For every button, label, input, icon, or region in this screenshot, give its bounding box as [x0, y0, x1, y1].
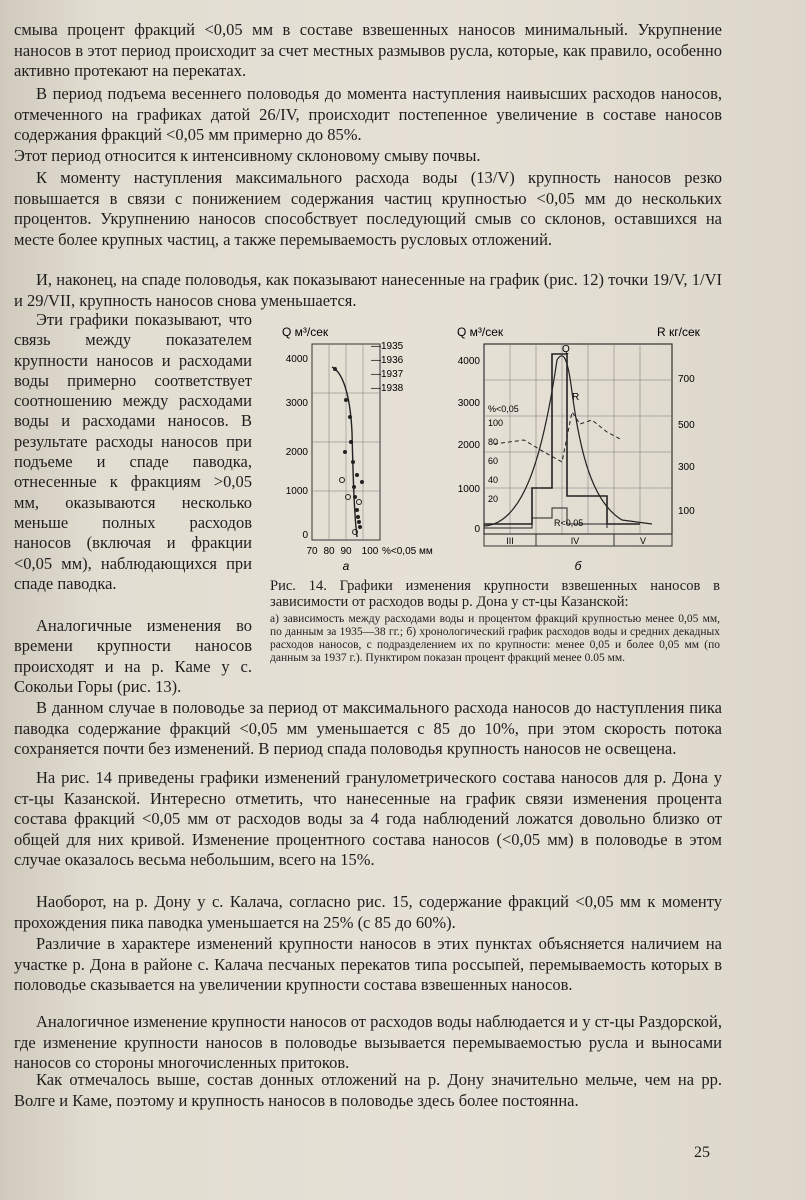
paragraph: смыва процент фракций <0,05 мм в составе взвешенных наносов минимальный. Укрупнение наносов в этот период происходит за счет местных размывов русла, которые, как правило, особенно активно протекают на перекатах.: [14, 20, 722, 80]
month-label: III: [506, 536, 514, 546]
panel-b-y-left-title: Q м³/сек: [457, 325, 504, 339]
y-right-tick: 300: [678, 462, 695, 473]
panel-a-chart: [282, 325, 433, 573]
left-column-paragraph: Аналогичные изменения во времени крупности наносов происходят и на р. Каме у с. Сокольи Горы (рис. 13).: [14, 616, 252, 696]
y-left-tick: 1000: [457, 484, 480, 495]
y-right-tick: 700: [678, 374, 695, 385]
y-tick: 1000: [285, 486, 308, 497]
y-left-tick: 0: [474, 524, 480, 535]
y-pct-tick: 80: [488, 437, 499, 447]
paragraph: Наоборот, на р. Дону у с. Калача, согласно рис. 15, содержание фракций <0,05 мм к моменту прохождения пика паводка уменьшается на 25% (с 85 до 60%).: [14, 892, 722, 932]
figure-caption: [270, 578, 720, 665]
y-right-tick: 500: [678, 420, 695, 431]
left-column-paragraph: Эти графики показывают, что связь между показателем крупности наносов и расходами воды примерно соответствует соотношению между расходами воды и расходами наносов. В результате расходы наносов при подъеме и спаде паводка, отнесенные к фракциям >0,05 мм, оказываются несколько меньше полных расходов наносов (включая и фракции <0,05 мм), наблюдающихся при спаде паводка.: [14, 310, 252, 593]
y-left-tick: 2000: [457, 440, 480, 451]
y-pct-tick: 100: [488, 418, 504, 428]
x-tick: 70: [306, 546, 318, 557]
curve-label-q: Q: [562, 344, 570, 355]
y-pct-tick: 40: [488, 475, 499, 485]
legend-1938: —1938: [371, 383, 404, 394]
legend-1935: —1935: [371, 341, 404, 352]
paragraph: Этот период относится к интенсивному склоновому смыву почвы.: [14, 146, 481, 165]
curve-label-r-fine: R<0,05: [554, 518, 584, 528]
y-left-tick: 4000: [457, 356, 480, 367]
panel-b-chart: [457, 325, 701, 573]
month-label: V: [639, 536, 647, 546]
caption-body: а) зависимость между расходами воды и процентом фракций крупностью менее 0,05 мм, по данным за 1935—38 гг.; б) хронологический график расходов воды и средних декадных расходов наносов, с подразделением их по крупности: менее 0,05 и более 0,05 мм (по данным за 1937 г.). Пунктиром показан процент фракций менее 0.05 мм.: [270, 613, 720, 664]
paragraph: Различие в характере изменений крупности наносов в этих пунктах объясняется наличием на участке р. Дона в районе с. Калача песчаных перекатов типа россыпей, перемываемость которых в половодье сказывается на увеличении крупности состава взвешенных наносов.: [14, 934, 722, 994]
paragraph: И, наконец, на спаде половодья, как показывают нанесенные на график (рис. 12) точки 19/V, 1/VI и 29/VII, крупность наносов снова уменьшается.: [14, 270, 722, 310]
month-label: IV: [570, 536, 580, 546]
panel-a-y-title: Q м³/сек: [282, 325, 329, 339]
paragraph: Как отмечалось выше, состав донных отложений на р. Дону значительно мельче, чем на рр. Волге и Каме, поэтому и крупность наносов в половодье здесь более постоянна.: [14, 1070, 722, 1110]
y-pct-tick: 20: [488, 494, 499, 504]
caption-title: Рис. 14. Графики изменения крупности взвешенных наносов в зависимости от расходов воды р. Дона у ст-цы Казанской:: [270, 578, 720, 610]
paragraph: В период подъема весеннего половодья до момента наступления наивысших расходов наносов, отмеченного на графиках датой 26/IV, происходит постепенное увеличение в составе наносов содержания фракций <0,05 мм примерно до 85%.: [14, 84, 722, 144]
y-pct-tick: 60: [488, 456, 499, 466]
panel-b-y-right-title: R кг/сек: [657, 325, 700, 339]
panel-b-label: б: [574, 559, 582, 573]
page-number: 25: [694, 1144, 710, 1161]
y-tick: 0: [302, 530, 308, 541]
paragraph: Аналогичное изменение крупности наносов от расходов воды наблюдается и у ст-цы Раздорской, где изменение крупности наносов в половодье вызывается перемываемостью русла и выносами наносов со стороны многочисленных притоков.: [14, 1012, 722, 1072]
y-right-tick: 100: [678, 506, 695, 517]
y-tick: 4000: [285, 354, 308, 365]
paragraph: К моменту наступления максимального расхода воды (13/V) крупность наносов резко повышается в связи с понижением содержания частиц крупностью <0,05 мм до нескольких процентов. Укрупнению наносов способствует последующий смыв со склонов, оставшихся на месте более крупных частиц, а также перемываемость русловых отложений.: [14, 168, 722, 249]
panel-a-label: а: [342, 559, 350, 573]
x-tick: 80: [323, 546, 335, 557]
y-left-tick: 3000: [457, 398, 480, 409]
pct-label: %<0,05: [488, 404, 519, 414]
y-tick: 2000: [285, 447, 308, 458]
x-tick: 90: [340, 546, 352, 557]
panel-a-x-title: %<0,05 мм: [382, 546, 433, 557]
curve-label-r: R: [572, 392, 580, 403]
legend-1936: —1936: [371, 355, 404, 366]
x-tick: 100: [361, 546, 379, 557]
paragraph: На рис. 14 приведены графики изменений гранулометрического состава наносов для р. Дона у ст-цы Казанской. Интересно отметить, что нанесенные на график связи изменения процента состава фракций <0,05 мм от расходов воды за 4 года наблюдений ложатся довольно близко от общей для них кривой. Изменение процентного состава наносов (<0,05 мм) в половодье в этом случае оказалось весьма небольшим, всего на 15%.: [14, 768, 722, 869]
legend-1937: —1937: [371, 369, 404, 380]
y-tick: 3000: [285, 398, 308, 409]
paragraph: В данном случае в половодье за период от максимального расхода наносов до наступления пика паводка содержание фракций <0,05 мм уменьшается с 85 до 10%, при этом скорость потока сохраняется почти без изменений. В период спада половодья крупность наносов не освещена.: [14, 698, 722, 758]
